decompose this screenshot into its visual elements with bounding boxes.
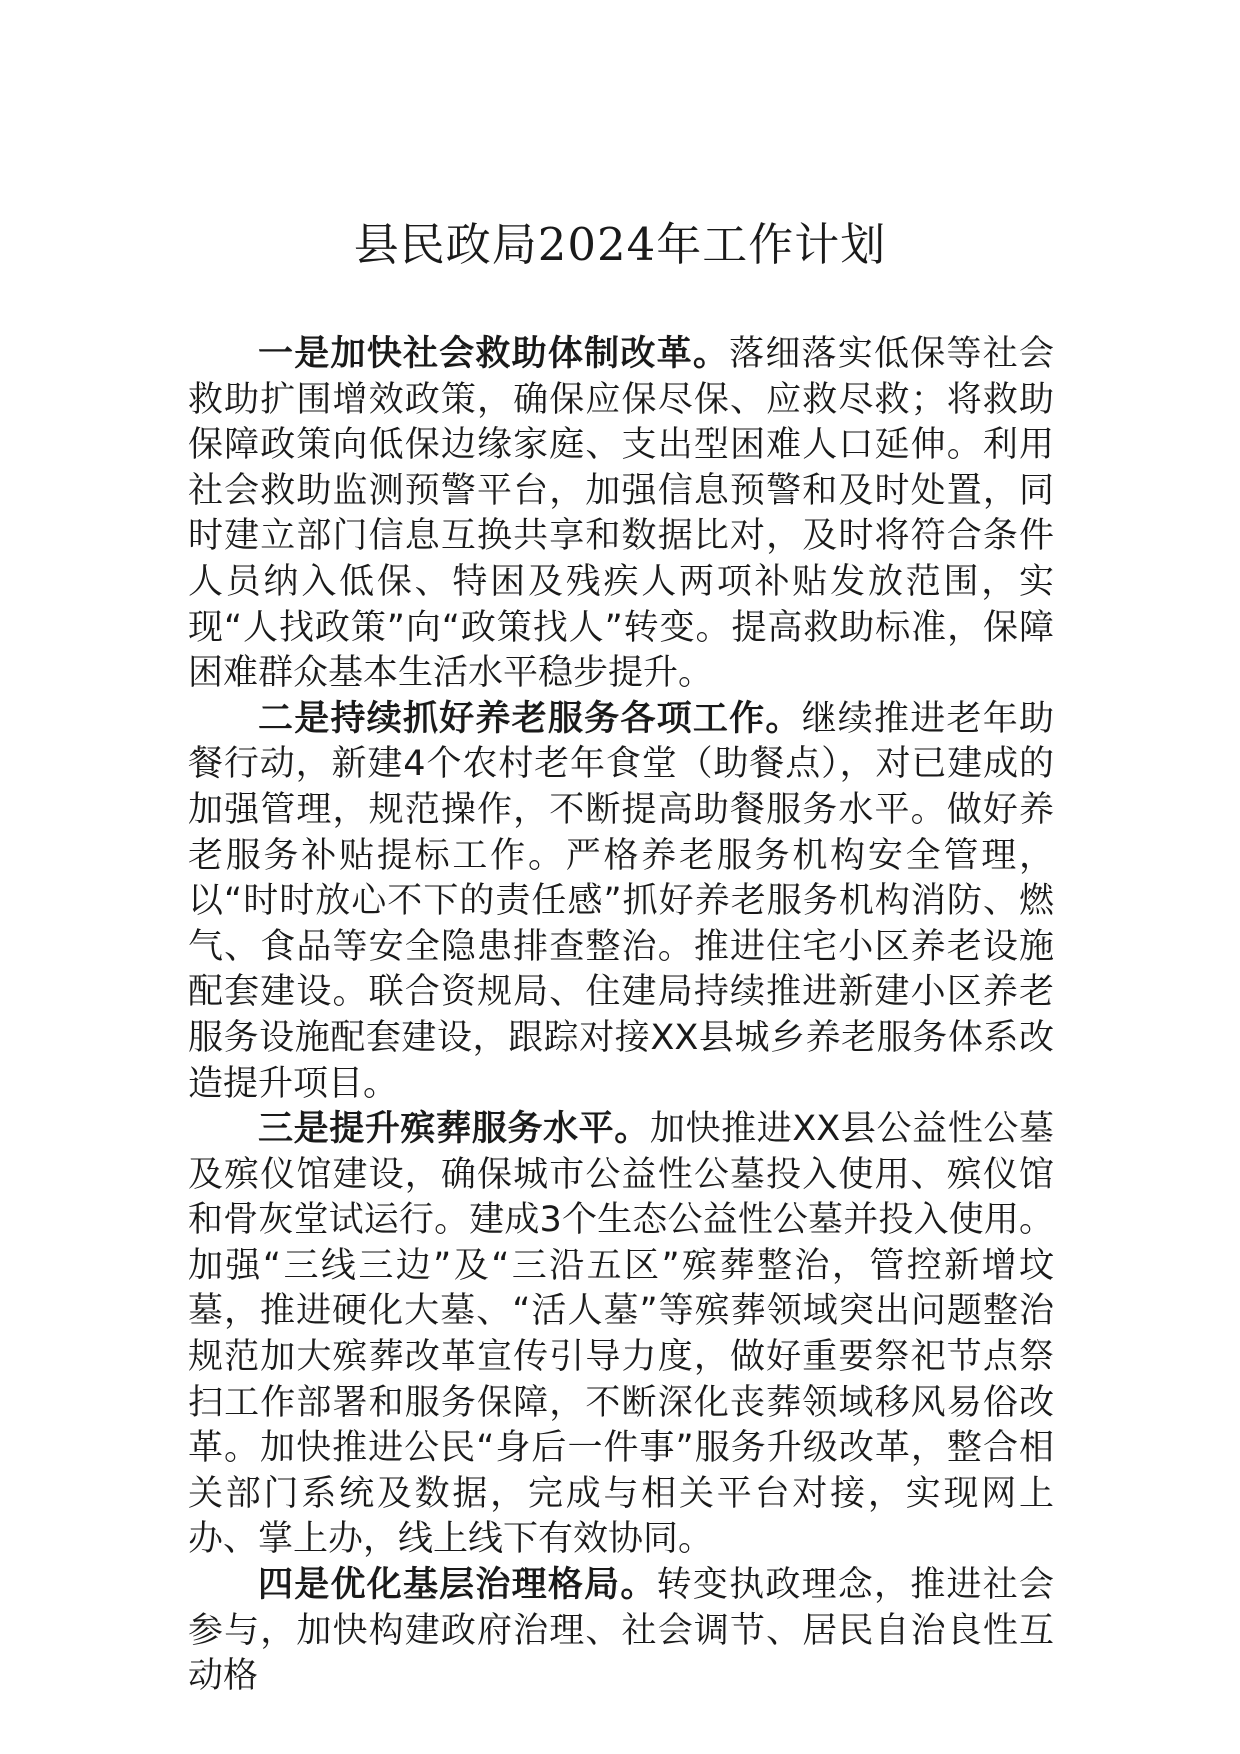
paragraph-lead: 一是加快社会救助体制改革。 bbox=[258, 334, 730, 374]
paragraph-lead: 四是优化基层治理格局。 bbox=[258, 1565, 657, 1606]
paragraph-social-assistance bbox=[188, 332, 1054, 697]
paragraph-grassroots-governance bbox=[188, 1563, 1054, 1700]
document-body bbox=[188, 332, 1054, 1700]
document-title: 县民政局2024年工作计划 bbox=[353, 218, 887, 271]
paragraph-funeral-services bbox=[188, 1107, 1054, 1563]
paragraph-text: 继续推进老年助餐行动，新建4个农村老年食堂（助餐点），对已建成的加强管理，规范操作，不断提高助餐服务水平。做好养老服务补贴提标工作。严格养老服务机构安全管理，以“时时放心不下的责任感”抓好养老服务机构消防、燃气、食品等安全隐患排查整治。推进住宅小区养老设施配套建设。联合资规局、住建局持续推进新建小区养老服务设施配套建设，跟踪对接XX县城乡养老服务体系改造提升项目。 bbox=[188, 698, 1054, 1104]
paragraph-lead: 三是提升殡葬服务水平。 bbox=[258, 1109, 650, 1150]
paragraph-elderly-care bbox=[188, 697, 1054, 1107]
paragraph-text: 加快推进XX县公益性公墓及殡仪馆建设，确保城市公益性公墓投入使用、殡仪馆和骨灰堂试运行。建成3个生态公益性公墓并投入使用。加强“三线三边”及“三沿五区”殡葬整治，管控新增坟墓，推进硬化大墓、“活人墓”等殡葬领域突出问题整治规范加大殡葬改革宣传引导力度，做好重要祭祀节点祭扫工作部署和服务保障，不断深化丧葬领域移风易俗改革。加快推进公民“身后一件事”服务升级改革，整合相关部门系统及数据，完成与相关平台对接，实现网上办、掌上办，线上线下有效协同。 bbox=[188, 1109, 1054, 1560]
paragraph-text: 转变执政理念，推进社会参与，加快构建政府治理、社会调节、居民自治良性互动格 bbox=[188, 1565, 1054, 1697]
paragraph-lead: 二是持续抓好养老服务各项工作。 bbox=[258, 698, 802, 739]
paragraph-text: 落细落实低保等社会救助扩围增效政策，确保应保尽保、应救尽救；将救助保障政策向低保边缘家庭、支出型困难人口延伸。利用社会救助监测预警平台，加强信息预警和及时处置，同时建立部门信息互换共享和数据比对，及时将符合条件人员纳入低保、特困及残疾人两项补贴发放范围，实现“人找政策”向“政策找人”转变。提高救助标准，保障困难群众基本生活水平稳步提升。 bbox=[188, 334, 1054, 694]
